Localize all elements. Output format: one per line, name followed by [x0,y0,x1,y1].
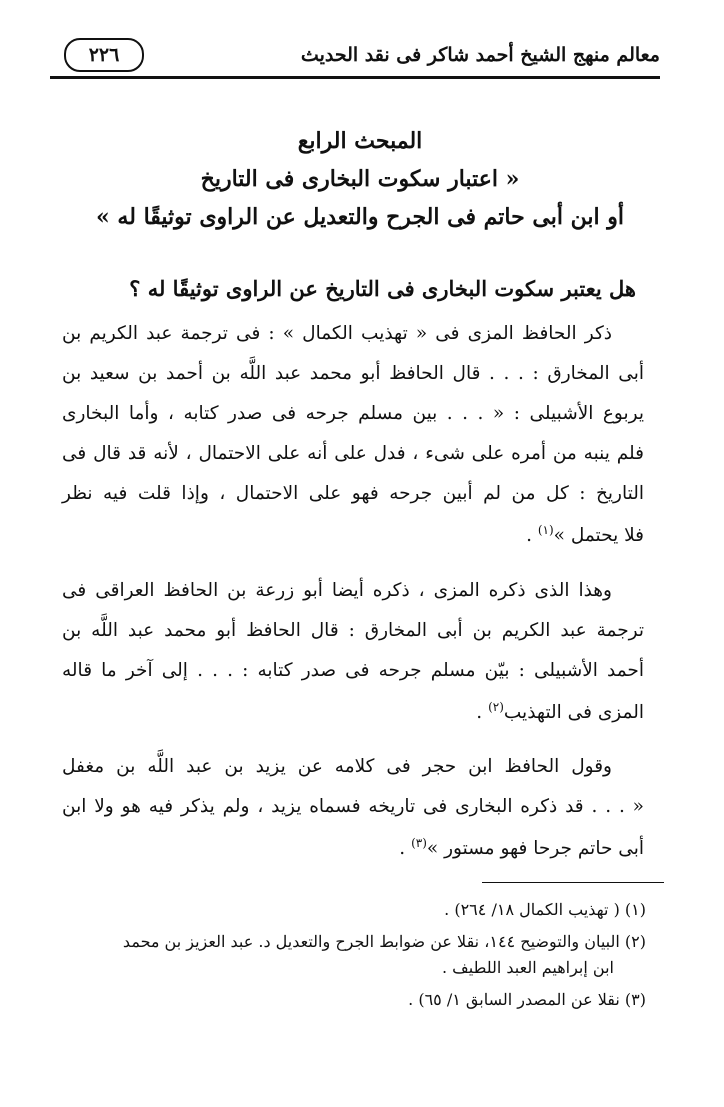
section-title-line-1: « اعتبار سكوت البخارى فى التاريخ [200,166,520,192]
footnote-2-line2: ابن إبراهيم العبد اللطيف . [442,958,614,977]
para1-line3: يربوع الأشبيلى : « . . . بين مسلم جرحه فى صدر كتابه ، وأما البخارى [62,403,644,424]
para2-line2: ترجمة عبد الكريم بن أبى المخارق : قال الحافظ أبو محمد عبد اللَّه بن [62,620,644,641]
header-title: معالم منهج الشيخ أحمد شاكر فى نقد الحديث [300,44,660,66]
para2-line4 [476,700,644,723]
para2-line4-end: . [476,702,489,724]
page-number: ٢٢٦ [64,38,144,72]
footnote-2-line1: (٢) البيان والتوضيح ١٤٤، نقلا عن ضوابط الجرح والتعديل د. عبد العزيز بن محمد [122,932,646,951]
para3-line3-end: . [399,838,412,860]
question-heading: هل يعتبر سكوت البخارى فى التاريخ عن الراوى توثيقًا له ؟ [129,276,636,301]
para1-line2: أبى المخارق : . . . قال الحافظ أبو محمد عبد اللَّه بن أحمد بن سعيد بن [62,363,644,384]
running-header [50,34,660,80]
para1-line5: التاريخ : كل من لم أبين جرحه فهو على الاحتمال ، وإذا قلت فيه نظر [62,483,644,504]
para2-line1: وهذا الذى ذكره المزى ، ذكره أيضا أبو زرعة بن الحافظ العراقى فى [62,580,612,601]
para1-line4: فلم ينبه من أمره على شىء ، فدل على أنه على الاحتمال ، لأنه قد قال فى [62,443,644,464]
para1-line6-text: فلا يحتمل » [553,525,644,547]
section-title-line-2: أو ابن أبى حاتم فى الجرح والتعديل عن الراوى توثيقًا له » [96,204,624,230]
footnote-ref-2[interactable]: (٢) [488,700,504,714]
para1-line6 [526,523,644,546]
footnote-3: (٣) نقلا عن المصدر السابق ١/ ٦٥) . [408,990,646,1009]
section-headings [60,122,660,236]
header-rule [50,76,660,79]
para1-line6-end: . [526,525,538,547]
para3-line1: وقول الحافظ ابن حجر فى كلامه عن يزيد بن عبد اللَّه بن مغفل [62,756,612,777]
footnote-ref-1[interactable]: (١) [537,523,554,537]
footnote-1: (١) ( تهذيب الكمال ١٨/ ٢٦٤) . [444,900,646,919]
footnote-rule [482,882,664,883]
section-heading: المبحث الرابع [297,128,423,154]
para2-line4-text: المزى فى التهذيب [503,702,644,724]
footnote-ref-3[interactable]: (٣) [411,836,427,850]
para3-line3 [399,836,644,859]
para3-line3-text: أبى حاتم جرحا فهو مستور » [426,838,644,860]
para2-line3: أحمد الأشبيلى : بيّن مسلم جرحه فى صدر كتابه : . . . إلى آخر ما قاله [62,660,644,681]
para1-line1: ذكر الحافظ المزى فى « تهذيب الكمال » : فى ترجمة عبد الكريم بن [62,323,612,344]
para3-line2: « . . . قد ذكره البخارى فى تاريخه فسماه يزيد ، ولم يذكر فيه هو ولا ابن [62,796,644,817]
